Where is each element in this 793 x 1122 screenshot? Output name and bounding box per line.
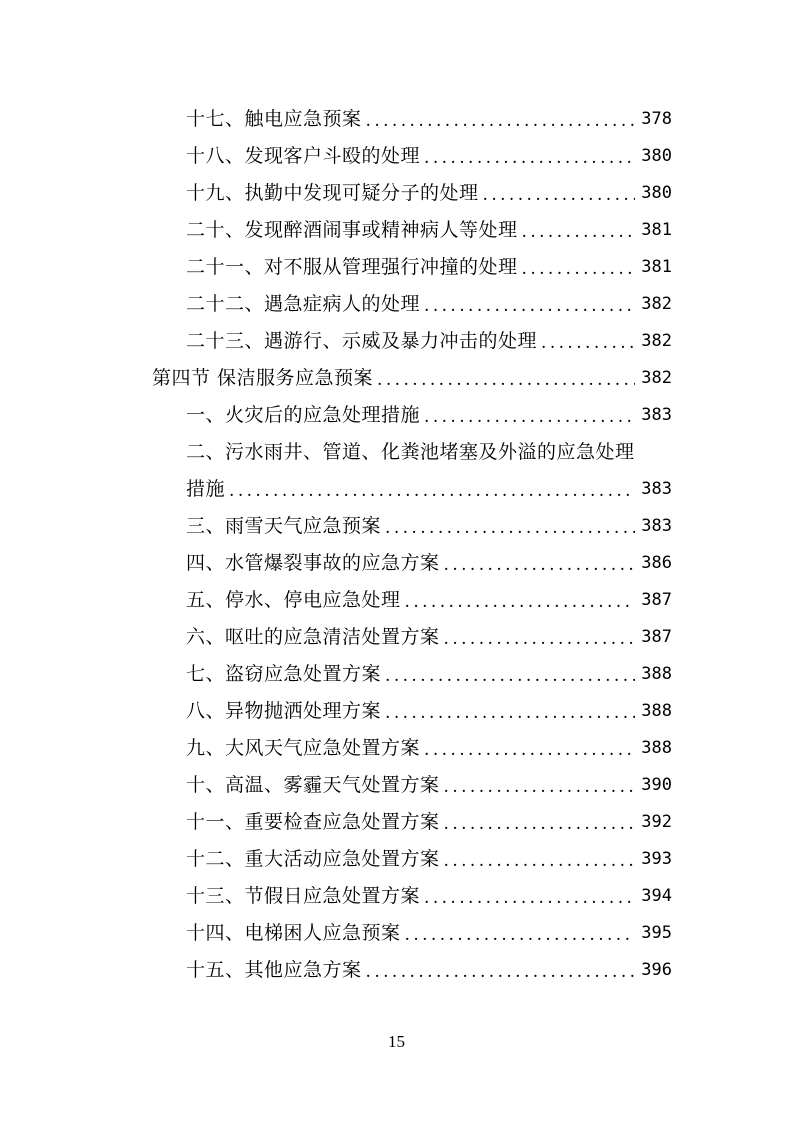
toc-entry[interactable] [186,878,672,915]
toc-dot-leader [385,510,635,545]
toc-dot-leader [444,843,636,878]
toc-entry-page: 383 [641,405,672,425]
toc-entry[interactable] [186,249,672,286]
toc-dot-leader [424,732,635,767]
toc-entry-title: 十七、触电应急预案 [186,108,362,130]
toc-entry-page: 382 [641,331,672,351]
toc-dot-leader [366,954,636,989]
toc-section-title: 第四节 保洁服务应急预案 [152,367,374,389]
toc-entry-page: 378 [641,109,672,129]
toc-entry[interactable] [186,545,672,582]
toc-dot-leader [405,917,636,952]
toc-entry[interactable] [186,397,672,434]
toc-entry-title: 十四、电梯困人应急预案 [186,922,401,944]
toc-entry[interactable] [186,952,672,989]
toc-entry-title: 二十一、对不服从管理强行冲撞的处理 [186,256,518,278]
toc-entry[interactable] [186,730,672,767]
toc-entry-title: 四、水管爆裂事故的应急方案 [186,552,440,574]
toc-entry-title: 三、雨雪天气应急预案 [186,515,382,537]
toc-entry-page: 382 [641,294,672,314]
toc-entry[interactable] [186,619,672,656]
toc-entry-page: 386 [641,553,672,573]
toc-dot-leader [424,880,635,915]
toc-dot-leader [424,140,635,175]
toc-entry-title: 措施 [186,478,226,500]
toc-entry[interactable] [186,582,672,619]
toc-entry-page: 388 [641,664,672,684]
toc-dot-leader [444,547,636,582]
toc-entry[interactable] [186,286,672,323]
toc-entry-continuation[interactable] [186,471,672,508]
toc-dot-leader [385,658,635,693]
toc-entry-title: 七、盗窃应急处置方案 [186,663,382,685]
toc-entry-title: 二十、发现醉酒闹事或精神病人等处理 [186,219,518,241]
toc-entry-page: 383 [641,479,672,499]
toc-dot-leader [444,806,636,841]
toc-entry-title: 十九、执勤中发现可疑分子的处理 [186,182,479,204]
toc-entry-page: 380 [641,146,672,166]
toc-entry[interactable] [186,138,672,175]
toc-entry-page: 387 [641,590,672,610]
toc-entry-title: 五、停水、停电应急处理 [186,589,401,611]
toc-entry[interactable] [186,656,672,693]
toc-dot-leader [444,621,636,656]
toc-entry-page: 381 [641,220,672,240]
toc-dot-leader [366,103,636,138]
toc-entry[interactable] [186,175,672,212]
toc-entry-page: 390 [641,775,672,795]
toc-dot-leader [424,399,635,434]
toc-entry-page: 388 [641,738,672,758]
toc-entry[interactable] [186,841,672,878]
toc-entry-page: 388 [641,701,672,721]
toc-entry-title: 十二、重大活动应急处置方案 [186,848,440,870]
toc-entry-wrapped[interactable] [186,434,672,471]
toc-entry-page: 381 [641,257,672,277]
toc-section-entry[interactable] [152,360,672,397]
toc-entry-title: 十一、重要检查应急处置方案 [186,811,440,833]
toc-entry-title: 十八、发现客户斗殴的处理 [186,145,421,167]
toc-entry-title: 二十二、遇急症病人的处理 [186,293,421,315]
toc-dot-leader [385,695,635,730]
toc-entry[interactable] [186,101,672,138]
toc-entry-page: 395 [641,923,672,943]
toc-dot-leader [424,288,635,323]
toc-dot-leader [405,584,636,619]
toc-dot-leader [522,251,636,286]
toc-entry-title: 十、高温、雾霾天气处置方案 [186,774,440,796]
toc-dot-leader [522,214,636,249]
toc-dot-leader [483,177,636,212]
toc-entry-title: 二十三、遇游行、示威及暴力冲击的处理 [186,330,538,352]
toc-dot-leader [541,325,635,360]
toc-dot-leader [377,362,635,397]
toc-entry[interactable] [186,508,672,545]
toc-entry-title: 八、异物抛洒处理方案 [186,700,382,722]
toc-entry-title: 二、污水雨井、管道、化粪池堵塞及外溢的应急处理 [186,441,635,463]
toc-entry-page: 380 [641,183,672,203]
toc-entry-page: 396 [641,960,672,980]
page-number: 15 [388,1032,405,1051]
toc-entry[interactable] [186,693,672,730]
toc-dot-leader [229,473,635,508]
toc-entry-title: 十三、节假日应急处置方案 [186,885,421,907]
toc-entry-title: 十五、其他应急方案 [186,959,362,981]
toc-entry-page: 383 [641,516,672,536]
toc-entry-page: 393 [641,849,672,869]
toc-entry-page: 387 [641,627,672,647]
toc-entry[interactable] [186,767,672,804]
toc-entry-page: 392 [641,812,672,832]
toc-dot-leader [444,769,636,804]
toc-entry-page: 394 [641,886,672,906]
toc-entry[interactable] [186,212,672,249]
toc-entry-title: 九、大风天气应急处置方案 [186,737,421,759]
toc-entry[interactable] [186,323,672,360]
toc-entry[interactable] [186,804,672,841]
toc-entry[interactable] [186,915,672,952]
toc-entry-title: 六、呕吐的应急清洁处置方案 [186,626,440,648]
toc-entry-page: 382 [641,368,672,388]
toc-entry-title: 一、火灾后的应急处理措施 [186,404,421,426]
